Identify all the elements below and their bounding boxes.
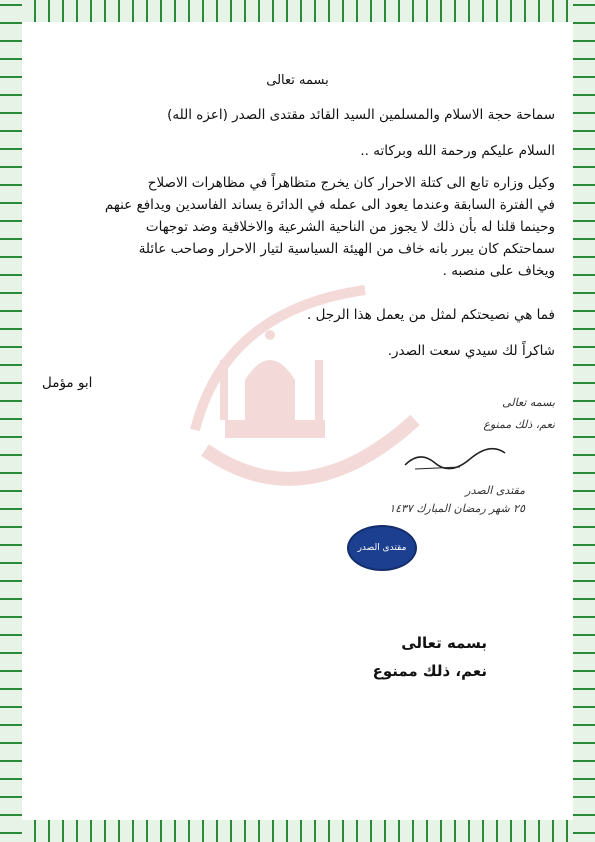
handwritten-line: نعم، ذلك ممنوع (483, 418, 555, 431)
seal-stamp (347, 525, 417, 571)
border-top (0, 0, 595, 22)
letter-question: فما هي نصيحتكم لمثل من يعمل هذا الرجل . (307, 307, 555, 323)
reply-line: بسمه تعالى (401, 634, 487, 652)
border-left (0, 0, 22, 842)
body-line: وحينما قلنا له بأن ذلك لا يجوز من الناحية الشرعية والاخلاقية وضد توجهات (145, 219, 555, 235)
body-line: ويخاف على منصبه . (442, 263, 555, 279)
handwritten-line: ٢٥ شهر رمضان المبارك ١٤٣٧ (389, 502, 525, 515)
border-bottom (0, 820, 595, 842)
handwritten-line: بسمه تعالى (502, 396, 555, 409)
border-right (573, 0, 595, 842)
reply-line: نعم، ذلك ممنوع (372, 662, 487, 680)
signature-icon (400, 445, 510, 475)
seal-text: مقتدى الصدر (357, 543, 407, 553)
body-line: سماحتكم كان يبرر بانه خاف من الهيئة السياسية لتيار الاحرار وصاحب عائلة (138, 241, 555, 257)
letter-thanks: شاكراً لك سيدي سعت الصدر. (387, 343, 555, 359)
body-line: وكيل وزاره تابع الى كتلة الاحرار كان يخرج متظاهراً في مظاهرات الاصلاح (147, 175, 555, 191)
letter-address: سماحة حجة الاسلام والمسلمين السيد القائد مقتدى الصدر (اعزه الله) (167, 107, 555, 123)
letter-sender: ابو مؤمل (42, 375, 93, 391)
body-line: في الفترة السابقة وعندما يعود الى عمله في الدائرة يساند الفاسدين ويدافع عنهم (104, 197, 555, 213)
handwritten-line: مقتدى الصدر (465, 484, 525, 497)
letter-greeting: السلام عليكم ورحمة الله وبركاته .. (360, 143, 555, 159)
letter-title: بسمه تعالى (266, 73, 329, 88)
